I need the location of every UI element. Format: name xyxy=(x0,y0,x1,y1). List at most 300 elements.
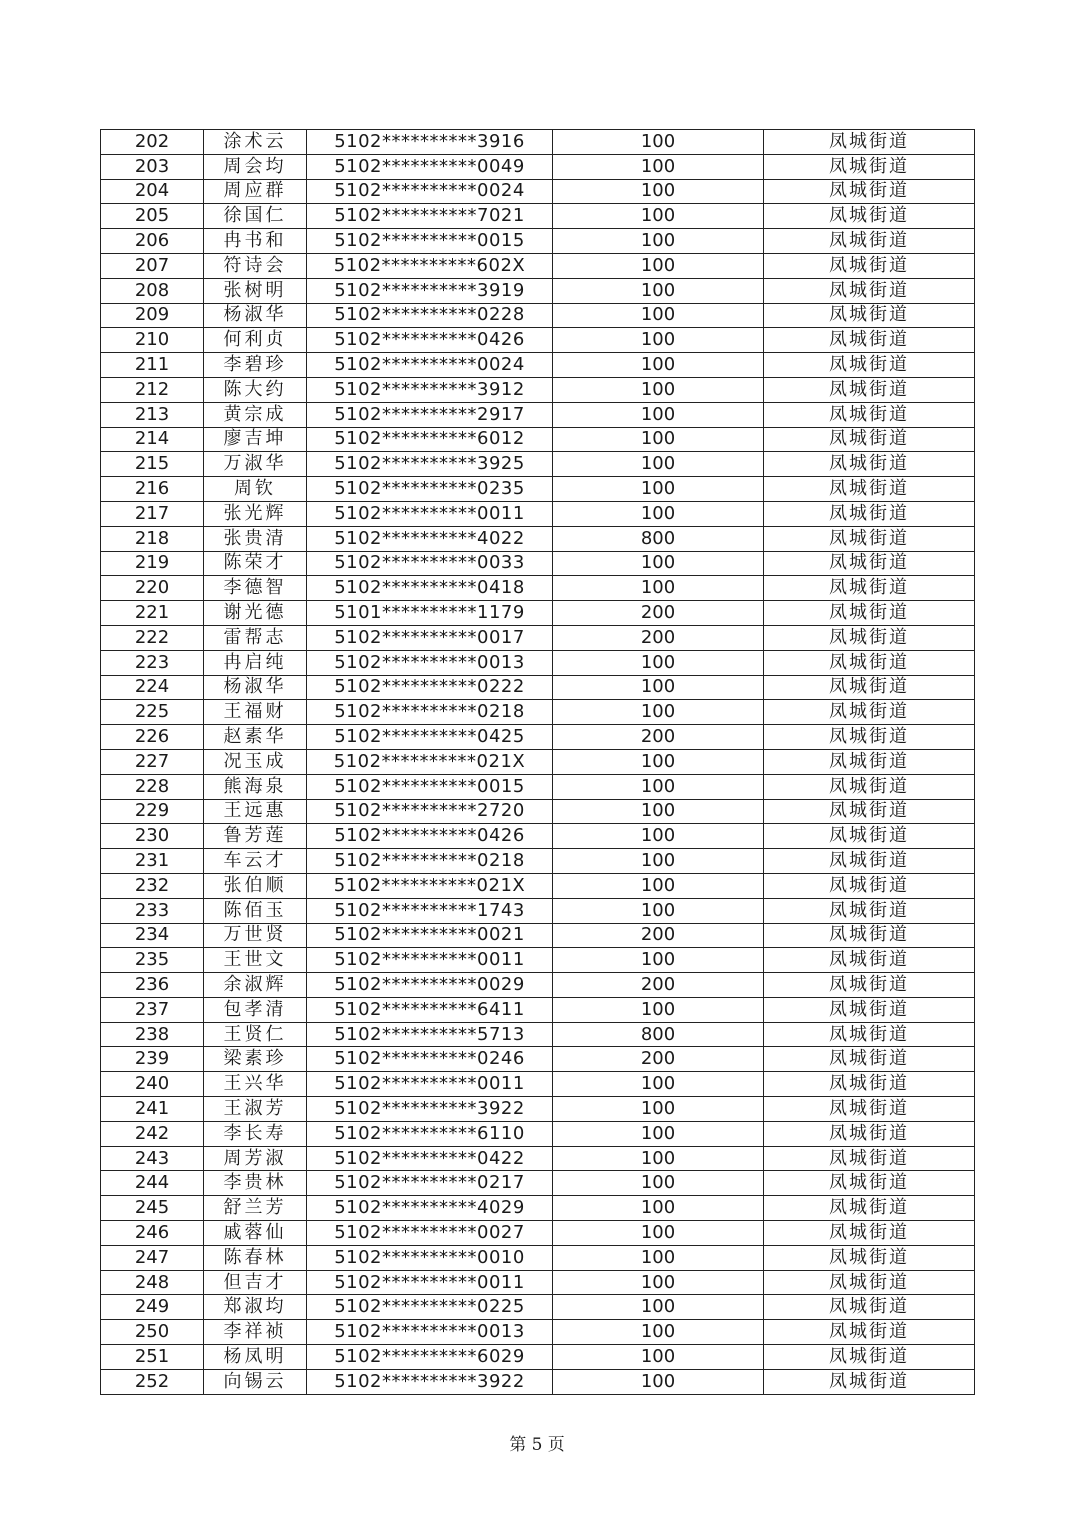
table-row xyxy=(101,1295,975,1320)
street-cell: 凤城街道 xyxy=(764,204,975,229)
row-number-cell: 215 xyxy=(101,452,204,477)
street-cell: 凤城街道 xyxy=(764,303,975,328)
row-number-cell: 231 xyxy=(101,849,204,874)
street-cell: 凤城街道 xyxy=(764,1196,975,1221)
row-number-cell: 212 xyxy=(101,377,204,402)
row-number-cell: 221 xyxy=(101,601,204,626)
id-number-cell: 5102**********0017 xyxy=(307,625,553,650)
name-cell: 廖吉坤 xyxy=(204,427,307,452)
name-cell: 王福财 xyxy=(204,700,307,725)
row-number-cell: 237 xyxy=(101,997,204,1022)
amount-cell: 100 xyxy=(553,1245,764,1270)
table-row xyxy=(101,130,975,155)
name-cell: 况玉成 xyxy=(204,749,307,774)
name-cell: 雷帮志 xyxy=(204,625,307,650)
name-cell: 李碧珍 xyxy=(204,353,307,378)
name-cell: 王远惠 xyxy=(204,799,307,824)
amount-cell: 200 xyxy=(553,923,764,948)
amount-cell: 100 xyxy=(553,402,764,427)
amount-cell: 100 xyxy=(553,774,764,799)
table-row xyxy=(101,229,975,254)
table-row xyxy=(101,477,975,502)
amount-cell: 100 xyxy=(553,477,764,502)
row-number-cell: 236 xyxy=(101,973,204,998)
id-number-cell: 5102**********2917 xyxy=(307,402,553,427)
id-number-cell: 5102**********3922 xyxy=(307,1097,553,1122)
name-cell: 熊海泉 xyxy=(204,774,307,799)
id-number-cell: 5102**********6012 xyxy=(307,427,553,452)
row-number-cell: 241 xyxy=(101,1097,204,1122)
name-cell: 舒兰芳 xyxy=(204,1196,307,1221)
amount-cell: 100 xyxy=(553,551,764,576)
amount-cell: 100 xyxy=(553,997,764,1022)
id-number-cell: 5102**********0418 xyxy=(307,576,553,601)
name-cell: 张贵清 xyxy=(204,526,307,551)
id-number-cell: 5102**********3919 xyxy=(307,278,553,303)
amount-cell: 100 xyxy=(553,377,764,402)
row-number-cell: 232 xyxy=(101,873,204,898)
id-number-cell: 5102**********0013 xyxy=(307,1320,553,1345)
row-number-cell: 210 xyxy=(101,328,204,353)
name-cell: 王淑芳 xyxy=(204,1097,307,1122)
amount-cell: 100 xyxy=(553,700,764,725)
street-cell: 凤城街道 xyxy=(764,402,975,427)
id-number-cell: 5102**********0235 xyxy=(307,477,553,502)
id-number-cell: 5102**********3912 xyxy=(307,377,553,402)
id-number-cell: 5102**********0425 xyxy=(307,725,553,750)
name-cell: 张光辉 xyxy=(204,501,307,526)
id-number-cell: 5102**********0422 xyxy=(307,1146,553,1171)
street-cell: 凤城街道 xyxy=(764,179,975,204)
name-cell: 陈荣才 xyxy=(204,551,307,576)
id-number-cell: 5102**********0011 xyxy=(307,948,553,973)
name-cell: 余淑辉 xyxy=(204,973,307,998)
table-row xyxy=(101,898,975,923)
name-cell: 李德智 xyxy=(204,576,307,601)
table-row xyxy=(101,501,975,526)
row-number-cell: 250 xyxy=(101,1320,204,1345)
name-cell: 杨淑华 xyxy=(204,303,307,328)
table-row xyxy=(101,873,975,898)
row-number-cell: 216 xyxy=(101,477,204,502)
street-cell: 凤城街道 xyxy=(764,824,975,849)
table-row xyxy=(101,849,975,874)
table-row xyxy=(101,1196,975,1221)
amount-cell: 100 xyxy=(553,179,764,204)
name-cell: 李长寿 xyxy=(204,1121,307,1146)
table-row xyxy=(101,1072,975,1097)
id-number-cell: 5102**********3916 xyxy=(307,130,553,155)
row-number-cell: 234 xyxy=(101,923,204,948)
street-cell: 凤城街道 xyxy=(764,675,975,700)
street-cell: 凤城街道 xyxy=(764,948,975,973)
table-row xyxy=(101,948,975,973)
street-cell: 凤城街道 xyxy=(764,849,975,874)
amount-cell: 100 xyxy=(553,824,764,849)
row-number-cell: 240 xyxy=(101,1072,204,1097)
name-cell: 向锡云 xyxy=(204,1369,307,1394)
id-number-cell: 5101**********1179 xyxy=(307,601,553,626)
id-number-cell: 5102**********2720 xyxy=(307,799,553,824)
amount-cell: 100 xyxy=(553,898,764,923)
id-number-cell: 5102**********0246 xyxy=(307,1047,553,1072)
row-number-cell: 219 xyxy=(101,551,204,576)
street-cell: 凤城街道 xyxy=(764,898,975,923)
street-cell: 凤城街道 xyxy=(764,253,975,278)
name-cell: 周钦 xyxy=(204,477,307,502)
id-number-cell: 5102**********0029 xyxy=(307,973,553,998)
roster-table-body xyxy=(101,130,975,1395)
amount-cell: 100 xyxy=(553,1146,764,1171)
table-row xyxy=(101,253,975,278)
amount-cell: 100 xyxy=(553,873,764,898)
id-number-cell: 5102**********0426 xyxy=(307,824,553,849)
id-number-cell: 5102**********0218 xyxy=(307,700,553,725)
name-cell: 周会均 xyxy=(204,154,307,179)
amount-cell: 100 xyxy=(553,849,764,874)
row-number-cell: 206 xyxy=(101,229,204,254)
amount-cell: 100 xyxy=(553,1097,764,1122)
street-cell: 凤城街道 xyxy=(764,1369,975,1394)
name-cell: 梁素珍 xyxy=(204,1047,307,1072)
amount-cell: 100 xyxy=(553,328,764,353)
table-row xyxy=(101,303,975,328)
amount-cell: 200 xyxy=(553,725,764,750)
id-number-cell: 5102**********0049 xyxy=(307,154,553,179)
street-cell: 凤城街道 xyxy=(764,551,975,576)
street-cell: 凤城街道 xyxy=(764,477,975,502)
name-cell: 万世贤 xyxy=(204,923,307,948)
amount-cell: 100 xyxy=(553,204,764,229)
name-cell: 包孝清 xyxy=(204,997,307,1022)
table-row xyxy=(101,824,975,849)
id-number-cell: 5102**********6411 xyxy=(307,997,553,1022)
row-number-cell: 202 xyxy=(101,130,204,155)
id-number-cell: 5102**********3925 xyxy=(307,452,553,477)
page-number: 第 5 页 xyxy=(509,1435,565,1455)
table-row xyxy=(101,675,975,700)
name-cell: 陈春林 xyxy=(204,1245,307,1270)
row-number-cell: 230 xyxy=(101,824,204,849)
id-number-cell: 5102**********0225 xyxy=(307,1295,553,1320)
id-number-cell: 5102**********5713 xyxy=(307,1022,553,1047)
row-number-cell: 235 xyxy=(101,948,204,973)
table-row xyxy=(101,154,975,179)
id-number-cell: 5102**********0013 xyxy=(307,650,553,675)
row-number-cell: 204 xyxy=(101,179,204,204)
street-cell: 凤城街道 xyxy=(764,1320,975,1345)
id-number-cell: 5102**********1743 xyxy=(307,898,553,923)
amount-cell: 100 xyxy=(553,353,764,378)
table-row xyxy=(101,328,975,353)
amount-cell: 100 xyxy=(553,1196,764,1221)
id-number-cell: 5102**********3922 xyxy=(307,1369,553,1394)
amount-cell: 100 xyxy=(553,253,764,278)
street-cell: 凤城街道 xyxy=(764,328,975,353)
row-number-cell: 248 xyxy=(101,1270,204,1295)
table-row xyxy=(101,625,975,650)
amount-cell: 200 xyxy=(553,1047,764,1072)
street-cell: 凤城街道 xyxy=(764,501,975,526)
row-number-cell: 211 xyxy=(101,353,204,378)
name-cell: 王世文 xyxy=(204,948,307,973)
row-number-cell: 246 xyxy=(101,1221,204,1246)
street-cell: 凤城街道 xyxy=(764,1345,975,1370)
id-number-cell: 5102**********0033 xyxy=(307,551,553,576)
amount-cell: 100 xyxy=(553,1345,764,1370)
street-cell: 凤城街道 xyxy=(764,601,975,626)
street-cell: 凤城街道 xyxy=(764,973,975,998)
table-row xyxy=(101,725,975,750)
street-cell: 凤城街道 xyxy=(764,377,975,402)
row-number-cell: 214 xyxy=(101,427,204,452)
amount-cell: 100 xyxy=(553,1270,764,1295)
name-cell: 何利贞 xyxy=(204,328,307,353)
table-row xyxy=(101,1320,975,1345)
table-row xyxy=(101,1345,975,1370)
table-row xyxy=(101,799,975,824)
row-number-cell: 233 xyxy=(101,898,204,923)
table-row xyxy=(101,1245,975,1270)
name-cell: 周芳淑 xyxy=(204,1146,307,1171)
street-cell: 凤城街道 xyxy=(764,576,975,601)
row-number-cell: 224 xyxy=(101,675,204,700)
table-row xyxy=(101,1171,975,1196)
name-cell: 涂术云 xyxy=(204,130,307,155)
row-number-cell: 226 xyxy=(101,725,204,750)
amount-cell: 200 xyxy=(553,625,764,650)
street-cell: 凤城街道 xyxy=(764,154,975,179)
row-number-cell: 239 xyxy=(101,1047,204,1072)
id-number-cell: 5102**********0021 xyxy=(307,923,553,948)
name-cell: 谢光德 xyxy=(204,601,307,626)
street-cell: 凤城街道 xyxy=(764,725,975,750)
row-number-cell: 243 xyxy=(101,1146,204,1171)
row-number-cell: 218 xyxy=(101,526,204,551)
street-cell: 凤城街道 xyxy=(764,625,975,650)
amount-cell: 100 xyxy=(553,799,764,824)
id-number-cell: 5102**********6110 xyxy=(307,1121,553,1146)
street-cell: 凤城街道 xyxy=(764,130,975,155)
id-number-cell: 5102**********0027 xyxy=(307,1221,553,1246)
row-number-cell: 217 xyxy=(101,501,204,526)
street-cell: 凤城街道 xyxy=(764,1022,975,1047)
row-number-cell: 251 xyxy=(101,1345,204,1370)
table-row xyxy=(101,278,975,303)
table-row xyxy=(101,1047,975,1072)
name-cell: 王兴华 xyxy=(204,1072,307,1097)
street-cell: 凤城街道 xyxy=(764,700,975,725)
id-number-cell: 5102**********0024 xyxy=(307,353,553,378)
street-cell: 凤城街道 xyxy=(764,650,975,675)
row-number-cell: 252 xyxy=(101,1369,204,1394)
name-cell: 赵素华 xyxy=(204,725,307,750)
amount-cell: 100 xyxy=(553,1171,764,1196)
street-cell: 凤城街道 xyxy=(764,353,975,378)
row-number-cell: 205 xyxy=(101,204,204,229)
name-cell: 戚蓉仙 xyxy=(204,1221,307,1246)
row-number-cell: 242 xyxy=(101,1121,204,1146)
amount-cell: 200 xyxy=(553,973,764,998)
row-number-cell: 249 xyxy=(101,1295,204,1320)
id-number-cell: 5102**********0010 xyxy=(307,1245,553,1270)
street-cell: 凤城街道 xyxy=(764,1047,975,1072)
name-cell: 杨凤明 xyxy=(204,1345,307,1370)
table-row xyxy=(101,1146,975,1171)
table-row xyxy=(101,576,975,601)
street-cell: 凤城街道 xyxy=(764,873,975,898)
amount-cell: 100 xyxy=(553,303,764,328)
table-row xyxy=(101,204,975,229)
name-cell: 符诗会 xyxy=(204,253,307,278)
street-cell: 凤城街道 xyxy=(764,799,975,824)
row-number-cell: 213 xyxy=(101,402,204,427)
table-row xyxy=(101,402,975,427)
row-number-cell: 222 xyxy=(101,625,204,650)
table-row xyxy=(101,1121,975,1146)
id-number-cell: 5102**********6029 xyxy=(307,1345,553,1370)
id-number-cell: 5102**********0222 xyxy=(307,675,553,700)
id-number-cell: 5102**********0015 xyxy=(307,229,553,254)
row-number-cell: 227 xyxy=(101,749,204,774)
street-cell: 凤城街道 xyxy=(764,1072,975,1097)
table-row xyxy=(101,700,975,725)
amount-cell: 200 xyxy=(553,601,764,626)
name-cell: 杨淑华 xyxy=(204,675,307,700)
street-cell: 凤城街道 xyxy=(764,1121,975,1146)
id-number-cell: 5102**********021X xyxy=(307,873,553,898)
id-number-cell: 5102**********0011 xyxy=(307,1270,553,1295)
id-number-cell: 5102**********021X xyxy=(307,749,553,774)
table-row xyxy=(101,997,975,1022)
name-cell: 李祥祯 xyxy=(204,1320,307,1345)
name-cell: 周应群 xyxy=(204,179,307,204)
amount-cell: 100 xyxy=(553,452,764,477)
id-number-cell: 5102**********0011 xyxy=(307,501,553,526)
name-cell: 王贤仁 xyxy=(204,1022,307,1047)
table-row xyxy=(101,353,975,378)
amount-cell: 100 xyxy=(553,1072,764,1097)
table-row xyxy=(101,749,975,774)
street-cell: 凤城街道 xyxy=(764,1270,975,1295)
street-cell: 凤城街道 xyxy=(764,427,975,452)
name-cell: 陈大约 xyxy=(204,377,307,402)
row-number-cell: 203 xyxy=(101,154,204,179)
row-number-cell: 207 xyxy=(101,253,204,278)
id-number-cell: 5102**********0218 xyxy=(307,849,553,874)
table-row xyxy=(101,179,975,204)
amount-cell: 800 xyxy=(553,526,764,551)
amount-cell: 100 xyxy=(553,1295,764,1320)
table-row xyxy=(101,427,975,452)
id-number-cell: 5102**********4029 xyxy=(307,1196,553,1221)
amount-cell: 100 xyxy=(553,427,764,452)
street-cell: 凤城街道 xyxy=(764,923,975,948)
street-cell: 凤城街道 xyxy=(764,526,975,551)
name-cell: 万淑华 xyxy=(204,452,307,477)
street-cell: 凤城街道 xyxy=(764,997,975,1022)
row-number-cell: 244 xyxy=(101,1171,204,1196)
row-number-cell: 238 xyxy=(101,1022,204,1047)
id-number-cell: 5102**********0011 xyxy=(307,1072,553,1097)
row-number-cell: 220 xyxy=(101,576,204,601)
table-row xyxy=(101,377,975,402)
street-cell: 凤城街道 xyxy=(764,1097,975,1122)
id-number-cell: 5102**********4022 xyxy=(307,526,553,551)
table-row xyxy=(101,601,975,626)
row-number-cell: 225 xyxy=(101,700,204,725)
amount-cell: 100 xyxy=(553,501,764,526)
table-row xyxy=(101,1022,975,1047)
row-number-cell: 209 xyxy=(101,303,204,328)
street-cell: 凤城街道 xyxy=(764,1146,975,1171)
name-cell: 鲁芳莲 xyxy=(204,824,307,849)
table-row xyxy=(101,551,975,576)
row-number-cell: 247 xyxy=(101,1245,204,1270)
amount-cell: 100 xyxy=(553,576,764,601)
street-cell: 凤城街道 xyxy=(764,278,975,303)
street-cell: 凤城街道 xyxy=(764,452,975,477)
amount-cell: 100 xyxy=(553,1221,764,1246)
table-row xyxy=(101,774,975,799)
id-number-cell: 5102**********0217 xyxy=(307,1171,553,1196)
table-row xyxy=(101,973,975,998)
table-row xyxy=(101,1097,975,1122)
amount-cell: 100 xyxy=(553,1320,764,1345)
amount-cell: 100 xyxy=(553,229,764,254)
name-cell: 张树明 xyxy=(204,278,307,303)
row-number-cell: 229 xyxy=(101,799,204,824)
name-cell: 冉启纯 xyxy=(204,650,307,675)
id-number-cell: 5102**********602X xyxy=(307,253,553,278)
table-row xyxy=(101,452,975,477)
roster-table xyxy=(100,129,975,1395)
amount-cell: 100 xyxy=(553,1369,764,1394)
name-cell: 冉书和 xyxy=(204,229,307,254)
id-number-cell: 5102**********0426 xyxy=(307,328,553,353)
amount-cell: 100 xyxy=(553,154,764,179)
table-row xyxy=(101,650,975,675)
street-cell: 凤城街道 xyxy=(764,1295,975,1320)
name-cell: 李贵林 xyxy=(204,1171,307,1196)
row-number-cell: 245 xyxy=(101,1196,204,1221)
table-row xyxy=(101,1270,975,1295)
amount-cell: 100 xyxy=(553,1121,764,1146)
name-cell: 黄宗成 xyxy=(204,402,307,427)
name-cell: 陈佰玉 xyxy=(204,898,307,923)
table-row xyxy=(101,1369,975,1394)
amount-cell: 800 xyxy=(553,1022,764,1047)
street-cell: 凤城街道 xyxy=(764,1171,975,1196)
table-row xyxy=(101,526,975,551)
name-cell: 徐国仁 xyxy=(204,204,307,229)
street-cell: 凤城街道 xyxy=(764,774,975,799)
amount-cell: 100 xyxy=(553,948,764,973)
name-cell: 郑淑均 xyxy=(204,1295,307,1320)
row-number-cell: 208 xyxy=(101,278,204,303)
street-cell: 凤城街道 xyxy=(764,1221,975,1246)
row-number-cell: 228 xyxy=(101,774,204,799)
amount-cell: 100 xyxy=(553,278,764,303)
table-row xyxy=(101,923,975,948)
street-cell: 凤城街道 xyxy=(764,1245,975,1270)
amount-cell: 100 xyxy=(553,675,764,700)
name-cell: 张伯顺 xyxy=(204,873,307,898)
name-cell: 但吉才 xyxy=(204,1270,307,1295)
id-number-cell: 5102**********0015 xyxy=(307,774,553,799)
amount-cell: 100 xyxy=(553,650,764,675)
amount-cell: 100 xyxy=(553,130,764,155)
